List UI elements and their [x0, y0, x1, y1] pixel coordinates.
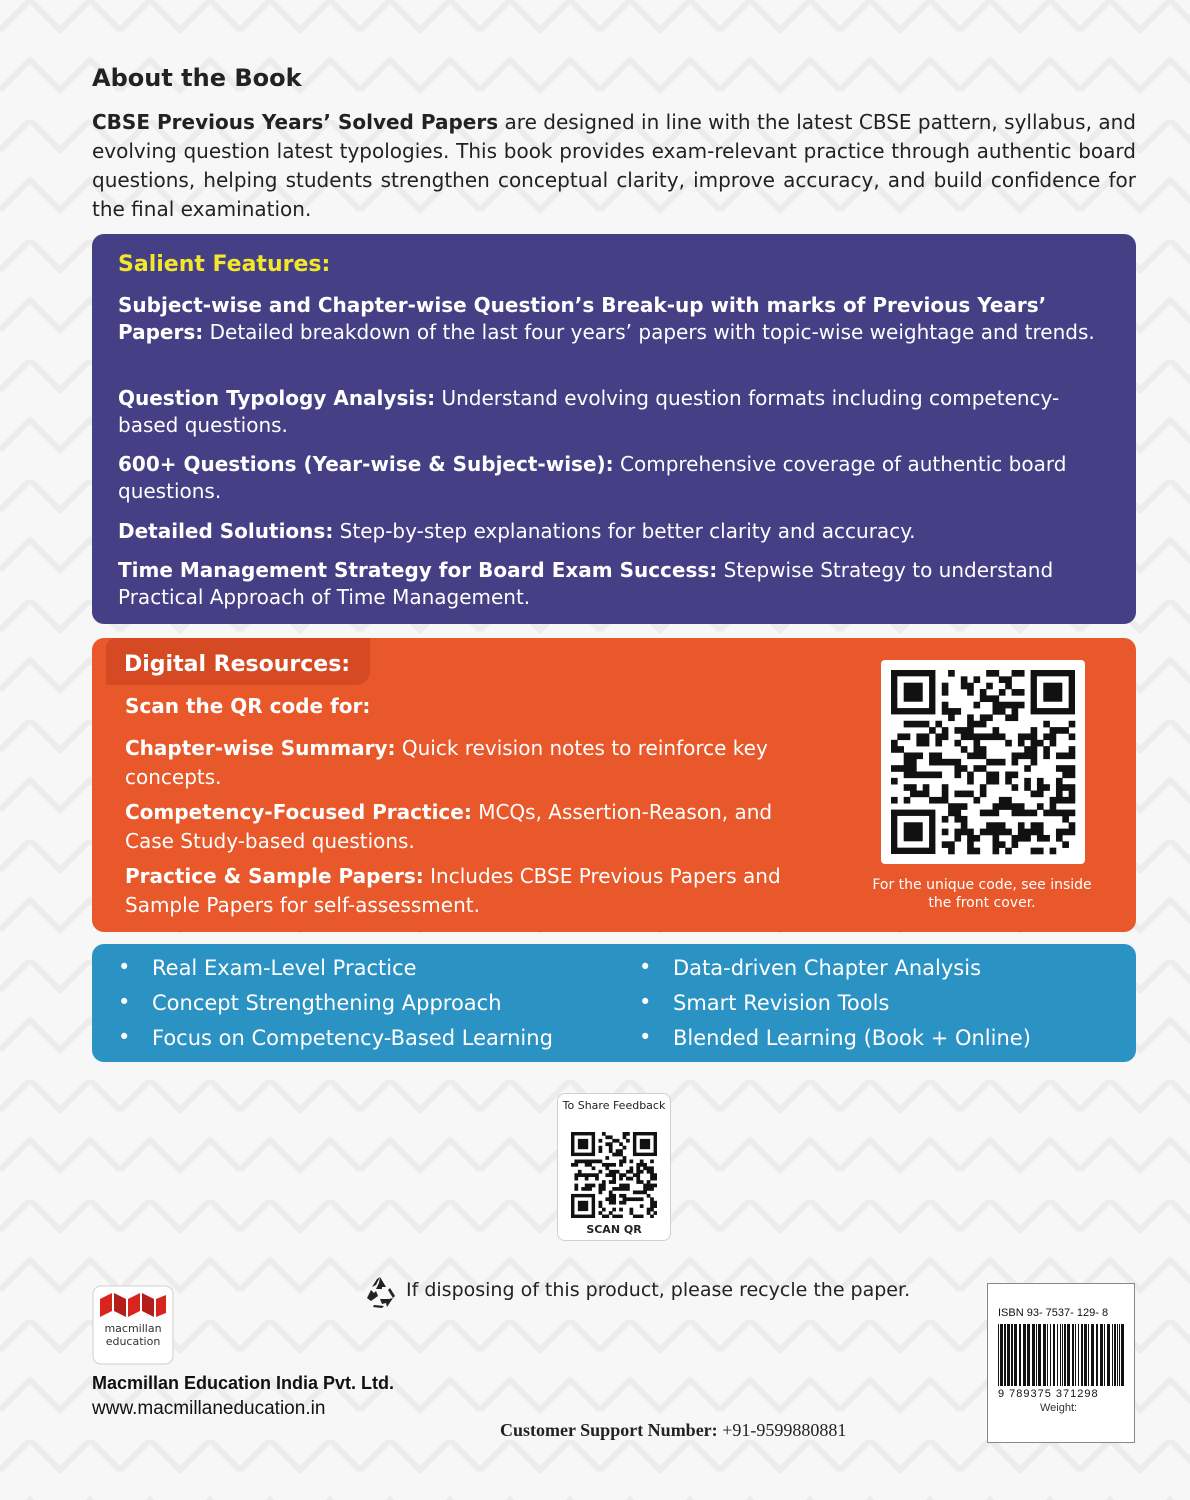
about-body: are designed in line with the latest CBSE pattern, syllabus, and evolving question latest typologies. This book provides exam-relevant practice through authentic board questions, helping students strengthen conceptual clarity, improve accuracy, and build confidence for the final examination.	[92, 110, 1136, 221]
digital-item-text: Quick revision notes to reinforce key concepts.	[125, 736, 768, 789]
bullet-icon: •	[118, 1025, 131, 1049]
digital-item-text: MCQs, Assertion-Reason, and Case Study-based questions.	[125, 800, 773, 853]
feedback-scan-label: SCAN QR	[586, 1223, 642, 1236]
digital-item-heading: Practice & Sample Papers:	[125, 864, 424, 888]
feature-text: Stepwise Strategy to understand Practical Approach of Time Management.	[118, 558, 1054, 609]
weight-label: Weight:	[1040, 1402, 1078, 1414]
highlight-item	[639, 1025, 1031, 1050]
barcode-icon	[998, 1324, 1124, 1386]
feedback-qr-card[interactable]	[557, 1093, 671, 1241]
feature-heading: 600+ Questions (Year-wise & Subject-wise):	[118, 452, 614, 476]
feature-item	[118, 292, 1108, 346]
highlight-text: Focus on Competency-Based Learning	[152, 1026, 553, 1050]
digital-item	[125, 862, 825, 920]
digital-resources-title: Digital Resources:	[106, 638, 370, 685]
salient-features-panel	[92, 234, 1136, 624]
customer-support	[500, 1420, 846, 1441]
recycle-icon	[362, 1274, 398, 1310]
highlight-text: Concept Strengthening Approach	[152, 991, 502, 1015]
about-paragraph	[92, 108, 1136, 224]
bullet-icon: •	[118, 990, 131, 1014]
digital-item	[125, 734, 825, 792]
digital-item-heading: Chapter-wise Summary:	[125, 736, 396, 760]
bullet-icon: •	[118, 955, 131, 979]
highlights-panel	[92, 944, 1136, 1062]
feature-heading: Subject-wise and Chapter-wise Question’s Break-up with marks of Previous Years’ Papers:	[118, 293, 1047, 344]
highlight-item	[639, 955, 982, 980]
support-number: +91-9599880881	[717, 1420, 847, 1440]
scan-instruction: Scan the QR code for:	[125, 694, 371, 718]
recycle-notice: If disposing of this product, please recycle the paper.	[406, 1279, 911, 1301]
digital-item	[125, 798, 825, 856]
qr-code-icon	[881, 660, 1085, 864]
feature-heading: Detailed Solutions:	[118, 519, 334, 543]
feature-text: Comprehensive coverage of authentic board questions.	[118, 452, 1067, 503]
isbn-label: ISBN 93- 7537- 129- 8	[998, 1307, 1109, 1319]
highlight-text: Smart Revision Tools	[673, 991, 890, 1015]
highlight-item	[118, 955, 417, 980]
feature-heading: Question Typology Analysis:	[118, 386, 436, 410]
barcode-number: 9 789375 371298	[998, 1388, 1099, 1400]
company-name: Macmillan Education India Pvt. Ltd.	[92, 1373, 395, 1393]
digital-item-text: Includes CBSE Previous Papers and Sample Papers for self-assessment.	[125, 864, 781, 917]
qr-note: For the unique code, see inside the front cover.	[872, 877, 1092, 911]
feature-heading: Time Management Strategy for Board Exam Success:	[118, 558, 718, 582]
highlight-item	[639, 990, 890, 1015]
highlight-text: Real Exam-Level Practice	[152, 956, 417, 980]
feature-item	[118, 451, 1108, 505]
bullet-icon: •	[639, 990, 652, 1014]
feature-item	[118, 518, 1108, 545]
feedback-title: To Share Feedback	[562, 1099, 666, 1112]
feature-item	[118, 557, 1108, 611]
bullet-icon: •	[639, 955, 652, 979]
logo-wordmark: macmillan education	[104, 1322, 162, 1348]
about-lead: CBSE Previous Years’ Solved Papers	[92, 110, 499, 134]
digital-qr-code[interactable]	[881, 660, 1085, 864]
feature-item	[118, 385, 1108, 439]
feedback-qr-code-icon	[571, 1132, 657, 1218]
highlight-item	[118, 990, 502, 1015]
feature-text: Detailed breakdown of the last four years’ papers with topic-wise weightage and trends.	[203, 320, 1095, 344]
about-heading: About the Book	[92, 64, 302, 92]
isbn-block	[987, 1283, 1135, 1443]
website-link[interactable]: www.macmillaneducation.in	[92, 1398, 326, 1419]
highlight-item	[118, 1025, 553, 1050]
feature-text: Step-by-step explanations for better clarity and accuracy.	[333, 519, 916, 543]
feature-text: Understand evolving question formats including competency-based questions.	[118, 386, 1060, 437]
digital-resources-panel	[92, 638, 1136, 932]
support-label: Customer Support Number:	[500, 1420, 718, 1440]
digital-item-heading: Competency-Focused Practice:	[125, 800, 472, 824]
highlight-text: Data-driven Chapter Analysis	[673, 956, 982, 980]
bullet-icon: •	[639, 1025, 652, 1049]
highlight-text: Blended Learning (Book + Online)	[673, 1026, 1031, 1050]
salient-features-title: Salient Features:	[118, 252, 331, 277]
